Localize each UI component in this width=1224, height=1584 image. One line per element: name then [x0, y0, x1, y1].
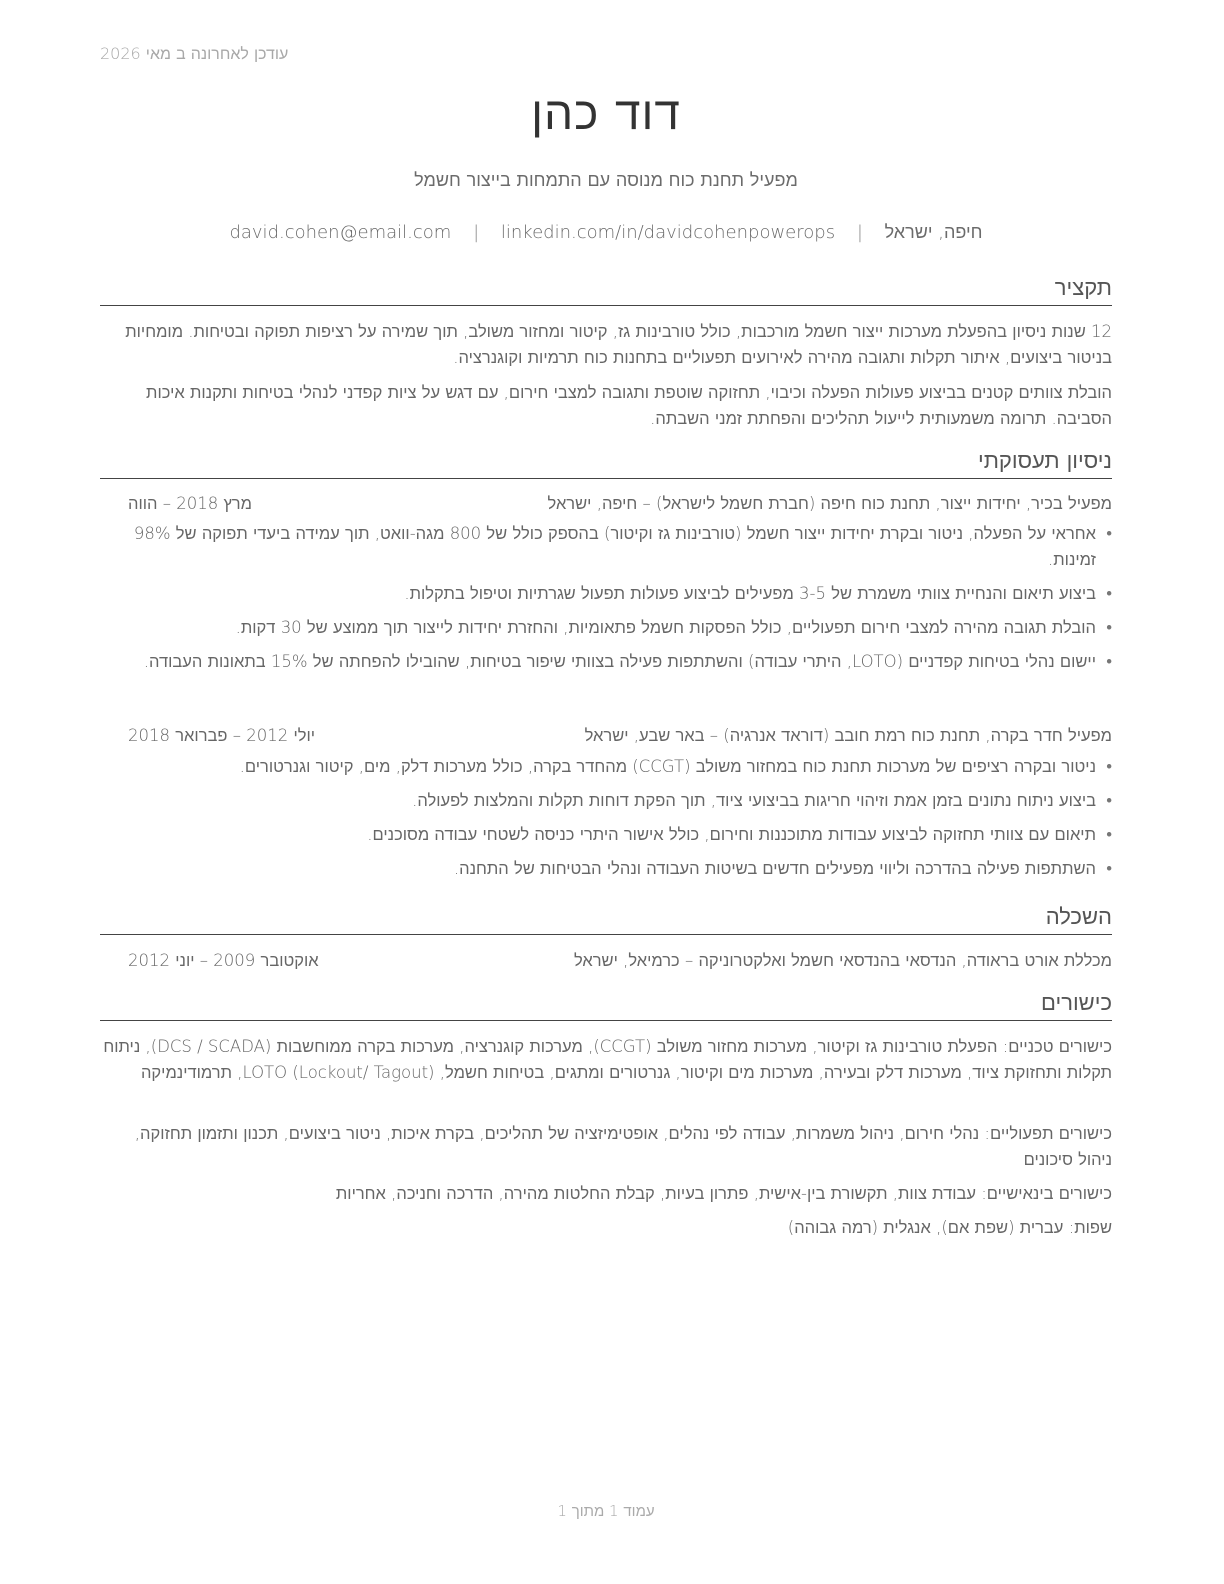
candidate-headline: מפעיל תחנת כוח מנוסה עם התמחות בייצור חשמל — [414, 170, 798, 191]
education-dates: אוקטובר 2009 – יוני 2012 — [128, 951, 319, 970]
contact-separator: | — [856, 222, 863, 243]
skills-technical: כישורים טכניים: הפעלת טורבינות גז וקיטור, מערכות מחזור משולב (CCGT), מערכות קוגנרציה, מערכות בקרה ממוחשבות (DCS / SCADA), ניתוח תקלות ותחזוקת ציוד, מערכות דלק ובעירה, מערכות מים וקיטור, גנרטורים ומתגים, בטיחות חשמל, LOTO (Lockout/ Tagout), תרמודינמיקה — [103, 1037, 1112, 1082]
summary-paragraph: 12 שנות ניסיון בהפעלת מערכות ייצור חשמל מורכבות, כולל טורבינות גז, קיטור ומחזור משולב, תוך שמירה על רציפות תפוקה ובטיחות. מומחיות בניטור ביצועים, איתור תקלות ותגובה מהירה לאירועים תפעוליים בתחנות כוח תרמיות וקוגנרציה. — [125, 322, 1112, 367]
education-heading: השכלה — [100, 904, 1112, 935]
skills-operational: כישורים תפעוליים: נהלי חירום, ניהול משמרות, עבודה לפי נהלים, אופטימיזציה של תהליכים, בקרת איכות, ניטור ביצועים, תכנון ותזמון תחזוקה, ניהול סיכונים — [134, 1124, 1112, 1169]
job-bullets — [100, 521, 1112, 683]
job-title: מפעיל חדר בקרה, תחנת כוח רמת חובב (דוראד אנרגיה) – באר שבע, ישראל — [584, 726, 1112, 745]
job-bullet: • אחראי על הפעלה, ניטור ובקרת יחידות ייצור חשמל (טורבינות גז וקיטור) בהספק כולל של 800 מגה-וואט, תוך עמידה ביעדי תפוקה של 98% זמינות. — [100, 521, 1112, 573]
contact-location: חיפה, ישראל — [884, 222, 983, 243]
summary-heading: תקציר — [100, 275, 1112, 306]
job-header — [100, 723, 1112, 749]
job-dates: מרץ 2018 – הווה — [128, 494, 252, 513]
job-bullet: • יישום נהלי בטיחות קפדניים (LOTO, היתרי עבודה) והשתתפות פעילה בצוותי שיפור בטיחות, שהובילו להפחתה של 15% בתאונות העבודה. — [100, 649, 1112, 675]
contact-line — [100, 222, 1112, 243]
candidate-name: דוד כהן — [531, 86, 681, 140]
job-bullet: • הובלת תגובה מהירה למצבי חירום תפעוליים, כולל הפסקות חשמל פתאומיות, והחזרת יחידות לייצור תוך ממוצע של 30 דקות. — [100, 615, 1112, 641]
contact-separator: | — [473, 222, 480, 243]
job-bullet: • ביצוע ניתוח נתונים בזמן אמת וזיהוי חריגות בביצועי ציוד, תוך הפקת דוחות תקלות והמלצות לפעולה. — [100, 788, 1112, 814]
job-bullets — [100, 754, 1112, 890]
education-title: מכללת אורט בראודה, הנדסאי בהנדסאי חשמל ואלקטרוניקה – כרמיאל, ישראל — [573, 951, 1112, 970]
experience-heading: ניסיון תעסוקתי — [100, 448, 1112, 479]
resume-page — [100, 0, 1112, 1584]
contact-linkedin[interactable]: linkedin.com/in/davidcohenpowerops — [500, 222, 836, 243]
job-bullet: • ניטור ובקרה רציפים של מערכות תחנת כוח במחזור משולב (CCGT) מהחדר בקרה, כולל מערכות דלק, מים, קיטור וגנרטורים. — [100, 754, 1112, 780]
contact-email[interactable]: david.cohen@email.com — [229, 222, 452, 243]
job-bullet: • ביצוע תיאום והנחיית צוותי משמרת של 3-5 מפעילים לביצוע פעולות תפעול שגרתיות וטיפול בתקלות. — [100, 581, 1112, 607]
job-bullet: • תיאום עם צוותי תחזוקה לביצוע עבודות מתוכננות וחירום, כולל אישור היתרי כניסה לשטחי עבודה מסוכנים. — [100, 822, 1112, 848]
education-entry — [100, 948, 1112, 974]
job-bullet: • השתתפות פעילה בהדרכה וליווי מפעילים חדשים בשיטות העבודה ונהלי הבטיחות של התחנה. — [100, 856, 1112, 882]
job-header — [100, 491, 1112, 517]
summary-paragraph: הובלת צוותים קטנים בביצוע פעולות הפעלה וכיבוי, תחזוקה שוטפת ותגובה למצבי חירום, עם דגש על ציות קפדני לנהלי בטיחות ותקנות איכות הסביבה. תרומה משמעותית לייעול תהליכים והפחתת זמני השבתה. — [146, 383, 1112, 428]
skills-heading: כישורים — [100, 990, 1112, 1021]
job-title: מפעיל בכיר, יחידות ייצור, תחנת כוח חיפה (חברת חשמל לישראל) – חיפה, ישראל — [547, 494, 1112, 513]
job-dates: יולי 2012 – פברואר 2018 — [128, 726, 316, 745]
last-updated: עודכן לאחרונה ב מאי 2026 — [100, 44, 289, 63]
skills-interpersonal: כישורים בינאישיים: עבודת צוות, תקשורת בין-אישית, פתרון בעיות, קבלת החלטות מהירה, הדרכה וחניכה, אחריות — [335, 1184, 1112, 1203]
page-footer: עמוד 1 מתוך 1 — [557, 1502, 655, 1520]
skills-languages: שפות: עברית (שפת אם), אנגלית (רמה גבוהה) — [787, 1218, 1112, 1237]
